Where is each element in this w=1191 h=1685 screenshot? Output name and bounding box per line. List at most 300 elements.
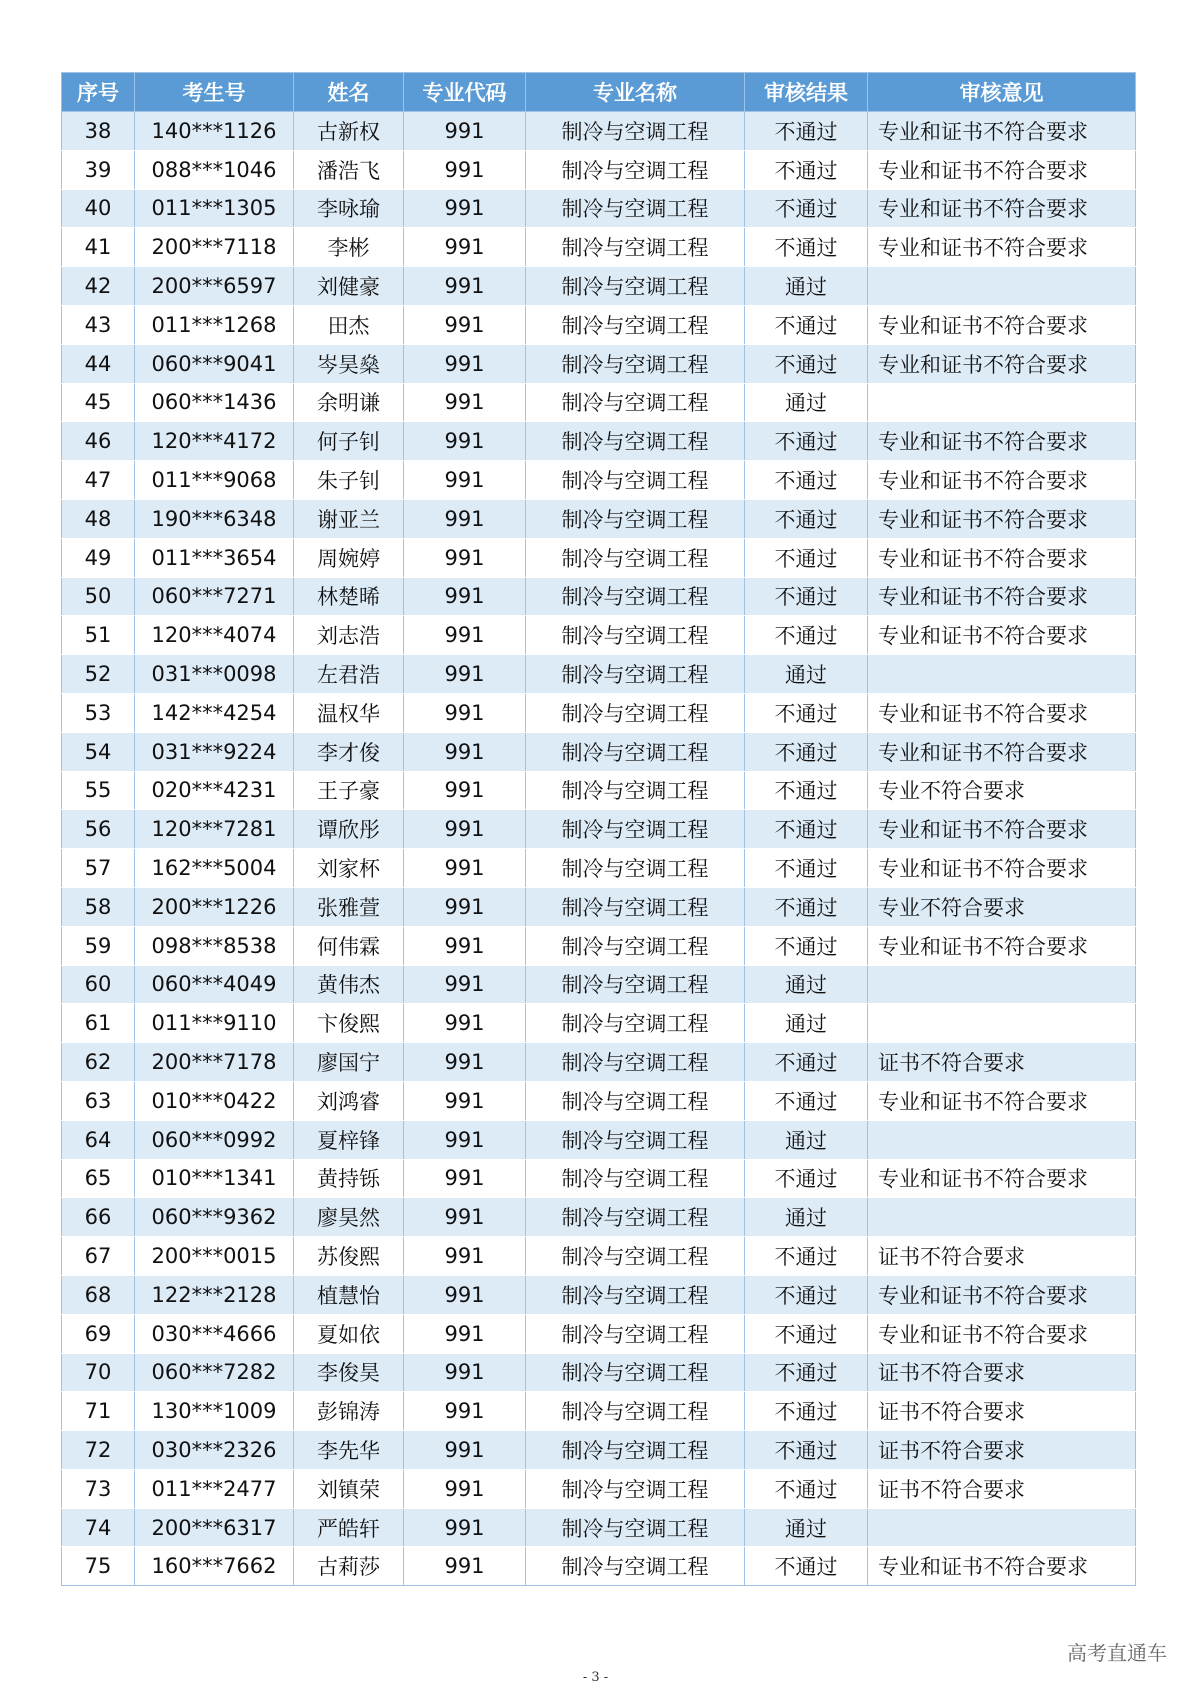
table-row: [62, 771, 1136, 810]
cell-review-opinion: [868, 1004, 1136, 1043]
cell-candidate-no: 122***2128: [135, 1275, 294, 1314]
cell-review-result: 不通过: [745, 849, 868, 888]
cell-seq: 51: [62, 616, 135, 655]
table-row: [62, 1314, 1136, 1353]
cell-name: 田杰: [294, 305, 404, 344]
cell-name: 植慧怡: [294, 1275, 404, 1314]
cell-review-result: 不通过: [745, 1469, 868, 1508]
cell-major-name: 制冷与空调工程: [526, 1508, 745, 1547]
cell-major-name: 制冷与空调工程: [526, 849, 745, 888]
cell-major-name: 制冷与空调工程: [526, 1081, 745, 1120]
cell-review-opinion: 专业不符合要求: [868, 887, 1136, 926]
cell-candidate-no: 200***7118: [135, 228, 294, 267]
table-row: [62, 849, 1136, 888]
cell-candidate-no: 030***4666: [135, 1314, 294, 1353]
cell-name: 李先华: [294, 1431, 404, 1470]
cell-name: 潘浩飞: [294, 150, 404, 189]
cell-major-code: 991: [404, 965, 526, 1004]
cell-major-code: 991: [404, 616, 526, 655]
cell-name: 廖国宁: [294, 1043, 404, 1082]
cell-name: 彭锦涛: [294, 1392, 404, 1431]
table-row: [62, 344, 1136, 383]
cell-major-code: 991: [404, 693, 526, 732]
cell-review-result: 不通过: [745, 150, 868, 189]
table-row: [62, 887, 1136, 926]
cell-review-opinion: 专业和证书不符合要求: [868, 189, 1136, 228]
cell-review-result: 不通过: [745, 422, 868, 461]
cell-review-result: 不通过: [745, 926, 868, 965]
cell-major-name: 制冷与空调工程: [526, 422, 745, 461]
cell-candidate-no: 140***1126: [135, 112, 294, 151]
cell-review-opinion: 专业和证书不符合要求: [868, 112, 1136, 151]
table-row: [62, 383, 1136, 422]
cell-major-name: 制冷与空调工程: [526, 616, 745, 655]
cell-seq: 52: [62, 655, 135, 694]
cell-major-code: 991: [404, 112, 526, 151]
table-row: [62, 577, 1136, 616]
cell-major-code: 991: [404, 538, 526, 577]
cell-major-name: 制冷与空调工程: [526, 732, 745, 771]
header-seq: 序号: [62, 73, 135, 112]
cell-name: 黄持铄: [294, 1159, 404, 1198]
cell-name: 黄伟杰: [294, 965, 404, 1004]
cell-candidate-no: 011***2477: [135, 1469, 294, 1508]
table-row: [62, 1508, 1136, 1547]
cell-major-code: 991: [404, 150, 526, 189]
cell-candidate-no: 120***7281: [135, 810, 294, 849]
cell-major-code: 991: [404, 1392, 526, 1431]
cell-name: 谢亚兰: [294, 499, 404, 538]
cell-review-opinion: [868, 1508, 1136, 1547]
cell-review-opinion: 专业和证书不符合要求: [868, 577, 1136, 616]
cell-name: 李彬: [294, 228, 404, 267]
cell-major-code: 991: [404, 422, 526, 461]
cell-seq: 50: [62, 577, 135, 616]
cell-review-result: 通过: [745, 1198, 868, 1237]
table-row: [62, 538, 1136, 577]
cell-major-name: 制冷与空调工程: [526, 1237, 745, 1276]
cell-major-name: 制冷与空调工程: [526, 1043, 745, 1082]
table-header-row: [62, 73, 1136, 112]
cell-candidate-no: 142***4254: [135, 693, 294, 732]
cell-name: 李才俊: [294, 732, 404, 771]
table-row: [62, 1275, 1136, 1314]
table-row: [62, 1547, 1136, 1586]
cell-seq: 63: [62, 1081, 135, 1120]
cell-major-name: 制冷与空调工程: [526, 1004, 745, 1043]
cell-review-opinion: 专业和证书不符合要求: [868, 849, 1136, 888]
cell-review-opinion: 专业和证书不符合要求: [868, 305, 1136, 344]
cell-seq: 41: [62, 228, 135, 267]
cell-review-opinion: 专业和证书不符合要求: [868, 616, 1136, 655]
cell-major-name: 制冷与空调工程: [526, 383, 745, 422]
table-row: [62, 1081, 1136, 1120]
cell-seq: 60: [62, 965, 135, 1004]
table-row: [62, 1120, 1136, 1159]
header-major-code: 专业代码: [404, 73, 526, 112]
cell-seq: 58: [62, 887, 135, 926]
cell-major-code: 991: [404, 461, 526, 500]
cell-major-code: 991: [404, 383, 526, 422]
cell-name: 余明谦: [294, 383, 404, 422]
cell-candidate-no: 200***7178: [135, 1043, 294, 1082]
cell-seq: 47: [62, 461, 135, 500]
cell-name: 何子钊: [294, 422, 404, 461]
cell-major-code: 991: [404, 1081, 526, 1120]
cell-major-code: 991: [404, 771, 526, 810]
cell-seq: 42: [62, 267, 135, 306]
cell-name: 岑昊燊: [294, 344, 404, 383]
cell-candidate-no: 060***7282: [135, 1353, 294, 1392]
cell-review-result: 不通过: [745, 1159, 868, 1198]
cell-review-opinion: 专业和证书不符合要求: [868, 422, 1136, 461]
cell-candidate-no: 130***1009: [135, 1392, 294, 1431]
cell-review-result: 不通过: [745, 1043, 868, 1082]
cell-major-name: 制冷与空调工程: [526, 112, 745, 151]
cell-name: 卞俊熙: [294, 1004, 404, 1043]
cell-seq: 70: [62, 1353, 135, 1392]
cell-candidate-no: 190***6348: [135, 499, 294, 538]
cell-candidate-no: 200***1226: [135, 887, 294, 926]
cell-candidate-no: 020***4231: [135, 771, 294, 810]
cell-review-result: 通过: [745, 655, 868, 694]
cell-review-opinion: [868, 655, 1136, 694]
table-row: [62, 1469, 1136, 1508]
cell-seq: 68: [62, 1275, 135, 1314]
cell-major-code: 991: [404, 267, 526, 306]
cell-major-name: 制冷与空调工程: [526, 189, 745, 228]
header-review-opinion: 审核意见: [868, 73, 1136, 112]
cell-major-code: 991: [404, 228, 526, 267]
table-row: [62, 150, 1136, 189]
cell-review-result: 通过: [745, 267, 868, 306]
cell-name: 左君浩: [294, 655, 404, 694]
cell-candidate-no: 088***1046: [135, 150, 294, 189]
table-row: [62, 267, 1136, 306]
cell-seq: 40: [62, 189, 135, 228]
table-body: [62, 112, 1136, 1586]
cell-major-code: 991: [404, 499, 526, 538]
cell-candidate-no: 031***9224: [135, 732, 294, 771]
cell-seq: 54: [62, 732, 135, 771]
cell-seq: 56: [62, 810, 135, 849]
cell-review-result: 通过: [745, 1120, 868, 1159]
cell-review-result: 不通过: [745, 305, 868, 344]
cell-review-result: 不通过: [745, 887, 868, 926]
cell-major-code: 991: [404, 926, 526, 965]
header-major-name: 专业名称: [526, 73, 745, 112]
cell-seq: 53: [62, 693, 135, 732]
cell-major-name: 制冷与空调工程: [526, 771, 745, 810]
cell-name: 夏梓锋: [294, 1120, 404, 1159]
cell-major-name: 制冷与空调工程: [526, 1547, 745, 1586]
cell-major-name: 制冷与空调工程: [526, 1392, 745, 1431]
cell-name: 苏俊熙: [294, 1237, 404, 1276]
cell-review-opinion: 专业和证书不符合要求: [868, 538, 1136, 577]
cell-candidate-no: 060***0992: [135, 1120, 294, 1159]
cell-candidate-no: 011***1305: [135, 189, 294, 228]
cell-review-opinion: 证书不符合要求: [868, 1353, 1136, 1392]
cell-major-code: 991: [404, 1237, 526, 1276]
cell-name: 刘健豪: [294, 267, 404, 306]
cell-seq: 74: [62, 1508, 135, 1547]
cell-name: 李咏瑜: [294, 189, 404, 228]
cell-major-name: 制冷与空调工程: [526, 1431, 745, 1470]
cell-review-opinion: 证书不符合要求: [868, 1237, 1136, 1276]
cell-major-code: 991: [404, 1547, 526, 1586]
cell-major-name: 制冷与空调工程: [526, 267, 745, 306]
cell-candidate-no: 010***0422: [135, 1081, 294, 1120]
cell-name: 何伟霖: [294, 926, 404, 965]
cell-review-result: 通过: [745, 1508, 868, 1547]
table-row: [62, 926, 1136, 965]
cell-review-opinion: 专业和证书不符合要求: [868, 150, 1136, 189]
cell-major-name: 制冷与空调工程: [526, 1198, 745, 1237]
cell-name: 谭欣彤: [294, 810, 404, 849]
header-review-result: 审核结果: [745, 73, 868, 112]
cell-seq: 69: [62, 1314, 135, 1353]
cell-review-result: 不通过: [745, 1392, 868, 1431]
cell-seq: 55: [62, 771, 135, 810]
cell-seq: 73: [62, 1469, 135, 1508]
cell-review-opinion: 专业和证书不符合要求: [868, 732, 1136, 771]
cell-major-code: 991: [404, 732, 526, 771]
cell-name: 朱子钊: [294, 461, 404, 500]
cell-seq: 75: [62, 1547, 135, 1586]
cell-review-result: 不通过: [745, 538, 868, 577]
table-row: [62, 1043, 1136, 1082]
cell-candidate-no: 060***7271: [135, 577, 294, 616]
cell-major-code: 991: [404, 849, 526, 888]
cell-review-result: 不通过: [745, 616, 868, 655]
watermark-text: 高考直通车: [1067, 1641, 1167, 1665]
cell-review-result: 通过: [745, 1004, 868, 1043]
cell-major-code: 991: [404, 887, 526, 926]
header-candidate-no: 考生号: [135, 73, 294, 112]
cell-name: 王子豪: [294, 771, 404, 810]
cell-major-name: 制冷与空调工程: [526, 305, 745, 344]
cell-review-opinion: [868, 965, 1136, 1004]
cell-major-name: 制冷与空调工程: [526, 344, 745, 383]
cell-major-name: 制冷与空调工程: [526, 228, 745, 267]
cell-review-result: 不通过: [745, 1081, 868, 1120]
page-number: - 3 -: [582, 1670, 609, 1685]
cell-seq: 65: [62, 1159, 135, 1198]
cell-review-opinion: 证书不符合要求: [868, 1043, 1136, 1082]
cell-seq: 72: [62, 1431, 135, 1470]
table-row: [62, 732, 1136, 771]
review-results-table: [61, 72, 1136, 1586]
cell-candidate-no: 011***3654: [135, 538, 294, 577]
cell-major-code: 991: [404, 810, 526, 849]
cell-candidate-no: 060***9041: [135, 344, 294, 383]
cell-candidate-no: 160***7662: [135, 1547, 294, 1586]
cell-review-result: 不通过: [745, 461, 868, 500]
cell-review-opinion: 专业和证书不符合要求: [868, 1547, 1136, 1586]
cell-major-code: 991: [404, 1469, 526, 1508]
cell-seq: 61: [62, 1004, 135, 1043]
cell-review-opinion: 专业和证书不符合要求: [868, 1159, 1136, 1198]
cell-major-name: 制冷与空调工程: [526, 810, 745, 849]
cell-seq: 44: [62, 344, 135, 383]
cell-major-code: 991: [404, 1159, 526, 1198]
table-row: [62, 810, 1136, 849]
cell-major-code: 991: [404, 1004, 526, 1043]
cell-review-opinion: 专业和证书不符合要求: [868, 810, 1136, 849]
table-row: [62, 1159, 1136, 1198]
cell-name: 周婉婷: [294, 538, 404, 577]
cell-review-opinion: 专业和证书不符合要求: [868, 693, 1136, 732]
cell-major-name: 制冷与空调工程: [526, 1314, 745, 1353]
cell-major-code: 991: [404, 1120, 526, 1159]
table-row: [62, 422, 1136, 461]
cell-seq: 57: [62, 849, 135, 888]
cell-review-opinion: 专业和证书不符合要求: [868, 1275, 1136, 1314]
cell-review-result: 不通过: [745, 577, 868, 616]
table-row: [62, 305, 1136, 344]
table-row: [62, 1004, 1136, 1043]
cell-review-result: 不通过: [745, 771, 868, 810]
cell-name: 张雅萱: [294, 887, 404, 926]
cell-major-name: 制冷与空调工程: [526, 1353, 745, 1392]
cell-review-result: 不通过: [745, 1237, 868, 1276]
cell-candidate-no: 031***0098: [135, 655, 294, 694]
table-row: [62, 228, 1136, 267]
cell-review-result: 不通过: [745, 189, 868, 228]
cell-major-code: 991: [404, 1314, 526, 1353]
cell-review-opinion: 专业和证书不符合要求: [868, 461, 1136, 500]
table-row: [62, 112, 1136, 151]
table-row: [62, 1353, 1136, 1392]
cell-candidate-no: 011***9068: [135, 461, 294, 500]
cell-name: 李俊昊: [294, 1353, 404, 1392]
cell-candidate-no: 030***2326: [135, 1431, 294, 1470]
cell-seq: 49: [62, 538, 135, 577]
cell-name: 廖昊然: [294, 1198, 404, 1237]
cell-candidate-no: 060***4049: [135, 965, 294, 1004]
cell-major-name: 制冷与空调工程: [526, 1275, 745, 1314]
cell-major-code: 991: [404, 305, 526, 344]
cell-review-opinion: 专业和证书不符合要求: [868, 499, 1136, 538]
table-row: [62, 1237, 1136, 1276]
cell-candidate-no: 120***4172: [135, 422, 294, 461]
cell-candidate-no: 200***0015: [135, 1237, 294, 1276]
cell-seq: 59: [62, 926, 135, 965]
cell-candidate-no: 200***6317: [135, 1508, 294, 1547]
cell-review-opinion: 专业和证书不符合要求: [868, 344, 1136, 383]
cell-name: 刘志浩: [294, 616, 404, 655]
cell-name: 严皓轩: [294, 1508, 404, 1547]
cell-candidate-no: 011***9110: [135, 1004, 294, 1043]
cell-candidate-no: 162***5004: [135, 849, 294, 888]
cell-major-name: 制冷与空调工程: [526, 150, 745, 189]
cell-candidate-no: 010***1341: [135, 1159, 294, 1198]
cell-major-code: 991: [404, 1043, 526, 1082]
cell-candidate-no: 098***8538: [135, 926, 294, 965]
cell-name: 刘家杯: [294, 849, 404, 888]
table-row: [62, 499, 1136, 538]
cell-review-result: 通过: [745, 383, 868, 422]
cell-seq: 71: [62, 1392, 135, 1431]
cell-seq: 38: [62, 112, 135, 151]
cell-major-code: 991: [404, 344, 526, 383]
cell-review-opinion: 专业和证书不符合要求: [868, 1081, 1136, 1120]
table-row: [62, 693, 1136, 732]
cell-seq: 39: [62, 150, 135, 189]
cell-name: 刘镇荣: [294, 1469, 404, 1508]
cell-review-opinion: 证书不符合要求: [868, 1392, 1136, 1431]
cell-major-name: 制冷与空调工程: [526, 577, 745, 616]
cell-major-code: 991: [404, 655, 526, 694]
table-row: [62, 1392, 1136, 1431]
cell-review-opinion: 专业和证书不符合要求: [868, 926, 1136, 965]
cell-major-code: 991: [404, 1275, 526, 1314]
cell-major-name: 制冷与空调工程: [526, 1120, 745, 1159]
cell-major-code: 991: [404, 1508, 526, 1547]
cell-seq: 64: [62, 1120, 135, 1159]
cell-seq: 46: [62, 422, 135, 461]
cell-review-result: 不通过: [745, 344, 868, 383]
cell-review-result: 不通过: [745, 112, 868, 151]
cell-major-name: 制冷与空调工程: [526, 538, 745, 577]
cell-review-result: 不通过: [745, 499, 868, 538]
cell-major-name: 制冷与空调工程: [526, 499, 745, 538]
cell-major-name: 制冷与空调工程: [526, 655, 745, 694]
cell-major-name: 制冷与空调工程: [526, 693, 745, 732]
cell-review-opinion: [868, 267, 1136, 306]
cell-review-opinion: 证书不符合要求: [868, 1469, 1136, 1508]
cell-candidate-no: 060***9362: [135, 1198, 294, 1237]
cell-major-code: 991: [404, 577, 526, 616]
cell-review-result: 不通过: [745, 693, 868, 732]
cell-major-name: 制冷与空调工程: [526, 926, 745, 965]
cell-review-result: 不通过: [745, 1431, 868, 1470]
table-row: [62, 1431, 1136, 1470]
cell-review-opinion: 专业不符合要求: [868, 771, 1136, 810]
cell-review-opinion: [868, 1120, 1136, 1159]
cell-seq: 62: [62, 1043, 135, 1082]
cell-name: 古莉莎: [294, 1547, 404, 1586]
cell-review-opinion: 专业和证书不符合要求: [868, 1314, 1136, 1353]
cell-major-name: 制冷与空调工程: [526, 1159, 745, 1198]
cell-review-opinion: [868, 383, 1136, 422]
cell-review-result: 不通过: [745, 1275, 868, 1314]
table-row: [62, 655, 1136, 694]
cell-major-name: 制冷与空调工程: [526, 1469, 745, 1508]
cell-candidate-no: 011***1268: [135, 305, 294, 344]
cell-candidate-no: 060***1436: [135, 383, 294, 422]
table-row: [62, 1198, 1136, 1237]
cell-major-code: 991: [404, 189, 526, 228]
cell-review-opinion: 专业和证书不符合要求: [868, 228, 1136, 267]
cell-seq: 67: [62, 1237, 135, 1276]
cell-review-opinion: 证书不符合要求: [868, 1431, 1136, 1470]
cell-review-result: 通过: [745, 965, 868, 1004]
cell-major-code: 991: [404, 1431, 526, 1470]
cell-seq: 66: [62, 1198, 135, 1237]
cell-review-result: 不通过: [745, 228, 868, 267]
cell-review-opinion: [868, 1198, 1136, 1237]
cell-major-name: 制冷与空调工程: [526, 461, 745, 500]
cell-review-result: 不通过: [745, 810, 868, 849]
table-row: [62, 189, 1136, 228]
header-name: 姓名: [294, 73, 404, 112]
table-row: [62, 461, 1136, 500]
cell-name: 林楚晞: [294, 577, 404, 616]
cell-name: 古新权: [294, 112, 404, 151]
cell-name: 温权华: [294, 693, 404, 732]
cell-review-result: 不通过: [745, 1353, 868, 1392]
